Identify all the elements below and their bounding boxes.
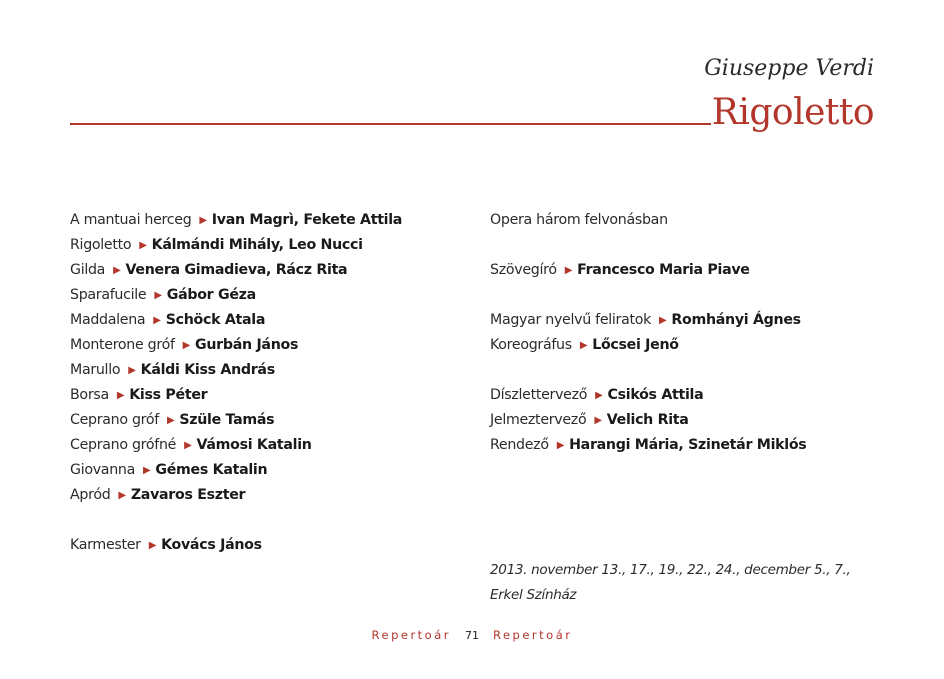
spacer <box>490 283 900 308</box>
role-label: Rendező <box>490 437 549 453</box>
role-label: Ceprano gróf <box>70 412 159 428</box>
arrow-icon: ▶ <box>556 440 565 451</box>
cast-row <box>70 408 460 433</box>
role-label: Magyar nyelvű feliratok <box>490 312 652 328</box>
role-label: Karmester <box>70 537 141 553</box>
arrow-icon: ▶ <box>564 265 573 276</box>
arrow-icon: ▶ <box>595 390 603 401</box>
cast-row <box>70 258 460 283</box>
performer-name: Kálmándi Mihály, Leo Nucci <box>151 237 363 253</box>
production-info <box>490 208 900 608</box>
arrow-icon: ▶ <box>139 240 147 251</box>
arrow-icon: ▶ <box>142 465 151 476</box>
spacer <box>490 458 900 483</box>
cast-row <box>70 333 460 358</box>
spacer <box>490 233 900 258</box>
arrow-icon: ▶ <box>118 490 126 501</box>
spacer <box>70 508 460 533</box>
role-label: Monterone gróf <box>70 337 175 353</box>
cast-row <box>70 433 460 458</box>
role-label: Ceprano grófné <box>70 437 177 453</box>
role-label: Maddalena <box>70 312 146 328</box>
spacer <box>490 508 900 533</box>
spacer <box>490 533 900 558</box>
credit-name: Csikós Attila <box>607 387 704 403</box>
performer-name: Vámosi Katalin <box>196 437 312 453</box>
arrow-icon: ▶ <box>184 440 192 451</box>
arrow-icon: ▶ <box>199 215 207 226</box>
arrow-icon: ▶ <box>113 265 121 276</box>
performer-name: Zavaros Eszter <box>130 487 246 503</box>
performer-name: Szüle Tamás <box>179 412 275 428</box>
performer-name: Gábor Géza <box>166 287 256 303</box>
role-label: Giovanna <box>70 462 135 478</box>
spacer <box>490 483 900 508</box>
performer-name: Kiss Péter <box>129 387 208 403</box>
arrow-icon: ▶ <box>116 390 125 401</box>
cast-row <box>70 383 460 408</box>
page-footer <box>0 628 944 642</box>
cast-row <box>70 233 460 258</box>
role-label: Szövegíró <box>490 262 557 278</box>
role-label: Gilda <box>70 262 106 278</box>
cast-row <box>70 208 460 233</box>
credit-row-director <box>490 433 900 458</box>
arrow-icon: ▶ <box>154 290 162 301</box>
arrow-icon: ▶ <box>182 340 191 351</box>
page-number: 71 <box>465 629 479 642</box>
credit-row-librettist <box>490 258 900 283</box>
role-label: Díszlettervező <box>490 387 588 403</box>
venue: Erkel Színház <box>490 587 577 603</box>
credit-name: Velich Rita <box>606 412 689 428</box>
page-title: Rigoletto <box>711 92 874 133</box>
arrow-icon: ▶ <box>148 540 157 551</box>
credit-row-costume-designer <box>490 408 900 433</box>
credit-row-choreographer <box>490 333 900 358</box>
role-label: Borsa <box>70 387 109 403</box>
arrow-icon: ▶ <box>594 415 602 426</box>
role-label: Rigoletto <box>70 237 132 253</box>
performer-name: Káldi Kiss András <box>140 362 275 378</box>
performer-name: Gémes Katalin <box>155 462 268 478</box>
cast-list <box>70 208 460 558</box>
credit-name: Romhányi Ágnes <box>671 312 801 328</box>
arrow-icon: ▶ <box>166 415 175 426</box>
conductor-row <box>70 533 460 558</box>
composer-name: Giuseppe Verdi <box>704 56 874 81</box>
credit-name: Lőcsei Jenő <box>592 337 679 353</box>
role-label: A mantuai herceg <box>70 212 192 228</box>
cast-row <box>70 358 460 383</box>
arrow-icon: ▶ <box>153 315 161 326</box>
role-label: Marullo <box>70 362 121 378</box>
opera-subtitle: Opera három felvonásban <box>490 212 668 228</box>
performance-dates: 2013. november 13., 17., 19., 22., 24., december 5., 7., <box>490 562 851 578</box>
performer-name: Gurbán János <box>195 337 299 353</box>
performer-name: Ivan Magrì, Fekete Attila <box>211 212 403 228</box>
footer-section-right: Repertoár <box>493 628 573 642</box>
role-label: Apród <box>70 487 111 503</box>
title-rule <box>70 123 711 125</box>
arrow-icon: ▶ <box>659 315 667 326</box>
credit-name: Francesco Maria Piave <box>577 262 750 278</box>
credit-name: Harangi Mária, Szinetár Miklós <box>569 437 807 453</box>
credit-row-set-designer <box>490 383 900 408</box>
performer-name: Venera Gimadieva, Rácz Rita <box>125 262 348 278</box>
role-label: Sparafucile <box>70 287 147 303</box>
role-label: Koreográfus <box>490 337 572 353</box>
role-label: Jelmeztervező <box>490 412 587 428</box>
arrow-icon: ▶ <box>128 365 136 376</box>
arrow-icon: ▶ <box>579 340 588 351</box>
credit-row-subtitles <box>490 308 900 333</box>
cast-row <box>70 483 460 508</box>
spacer <box>490 358 900 383</box>
cast-row <box>70 308 460 333</box>
footer-section-left: Repertoár <box>371 628 451 642</box>
cast-row <box>70 283 460 308</box>
performer-name: Kovács János <box>161 537 262 553</box>
performer-name: Schöck Atala <box>165 312 266 328</box>
cast-row <box>70 458 460 483</box>
